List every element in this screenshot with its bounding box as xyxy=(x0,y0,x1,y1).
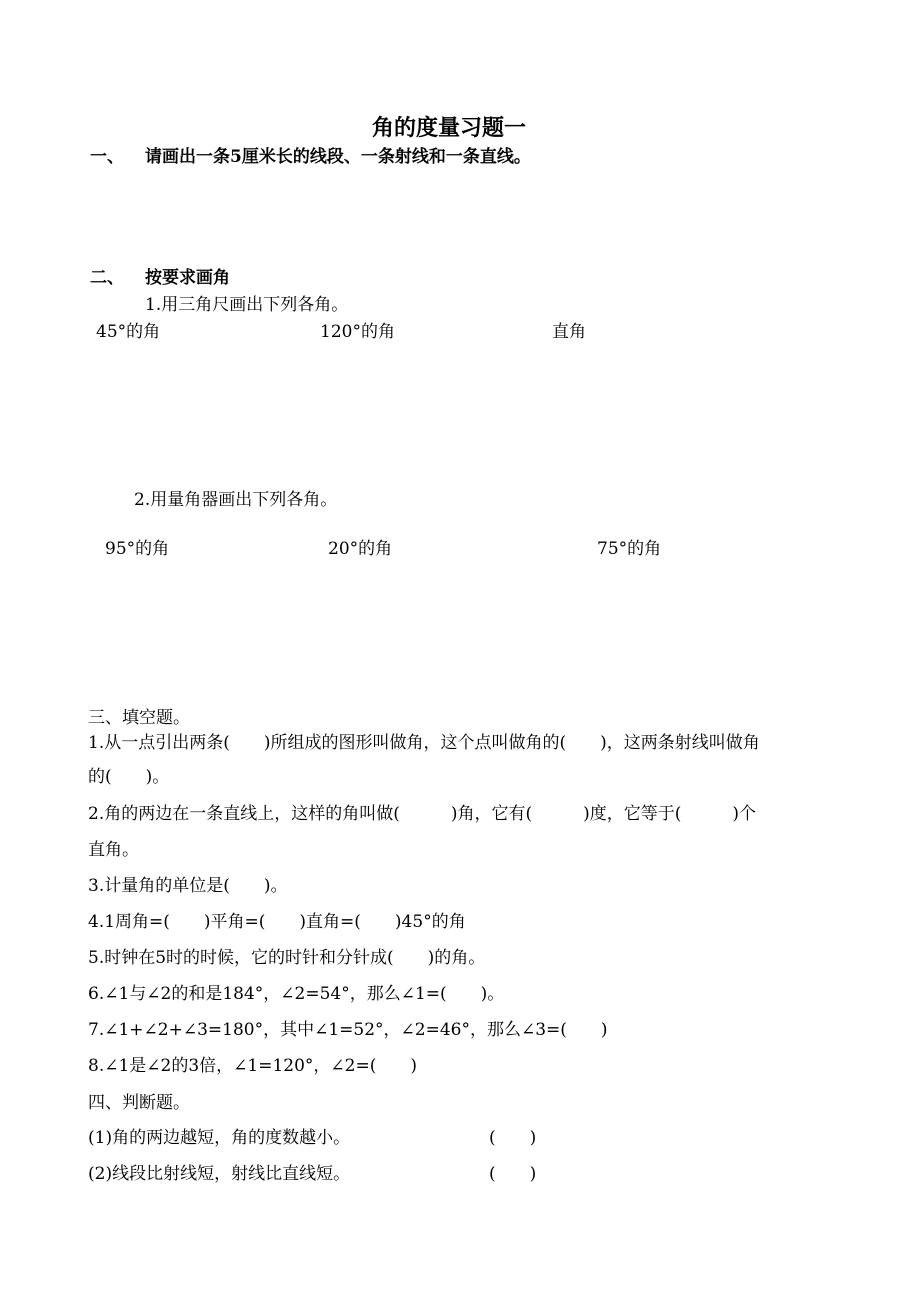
judge-question-2: (2)线段比射线短，射线比直线短。 xyxy=(88,1164,351,1184)
fill-question-8: 8.∠1是∠2的3倍，∠1=120°，∠2=( ) xyxy=(88,1056,417,1076)
fill-question-7: 7.∠1+∠2+∠3=180°，其中∠1=52°，∠2=46°，那么∠3=( ) xyxy=(88,1020,608,1040)
angle-item-45: 45°的角 xyxy=(96,322,161,342)
fill-question-1a: 1.从一点引出两条( )所组成的图形叫做角，这个点叫做角的( )，这两条射线叫做角 xyxy=(88,733,760,753)
angle-item-right: 直角 xyxy=(552,322,586,342)
section-1-number: 一、 xyxy=(90,147,124,167)
section-1-text: 请画出一条5厘米长的线段、一条射线和一条直线。 xyxy=(145,147,531,167)
section-2-text: 按要求画角 xyxy=(145,268,230,288)
section-2-number: 二、 xyxy=(90,268,124,288)
judge-answer-2: ( ) xyxy=(489,1164,537,1184)
judge-question-1: (1)角的两边越短，角的度数越小。 xyxy=(88,1128,351,1148)
fill-question-4: 4.1周角=( )平角=( )直角=( )45°的角 xyxy=(88,912,466,932)
fill-question-3: 3.计量角的单位是( )。 xyxy=(88,876,288,896)
fill-question-6: 6.∠1与∠2的和是184°，∠2=54°，那么∠1=( )。 xyxy=(88,984,505,1004)
fill-question-2a: 2.角的两边在一条直线上，这样的角叫做( )角，它有( )度，它等于( )个 xyxy=(88,804,757,824)
angle-item-20: 20°的角 xyxy=(328,539,393,559)
angle-item-75: 75°的角 xyxy=(597,539,662,559)
fill-question-2b: 直角。 xyxy=(88,840,139,860)
angle-item-95: 95°的角 xyxy=(105,539,170,559)
section-2-question-1: 1.用三角尺画出下列各角。 xyxy=(145,295,349,315)
judge-answer-1: ( ) xyxy=(489,1128,537,1148)
angle-item-120: 120°的角 xyxy=(320,322,395,342)
fill-question-5: 5.时钟在5时的时候，它的时针和分针成( )的角。 xyxy=(88,948,486,968)
page-title: 角的度量习题一 xyxy=(372,115,527,141)
section-2-question-2: 2.用量角器画出下列各角。 xyxy=(134,490,338,510)
section-3-heading: 三、填空题。 xyxy=(88,708,190,728)
fill-question-1b: 的( )。 xyxy=(88,767,170,787)
section-4-heading: 四、判断题。 xyxy=(88,1093,190,1113)
